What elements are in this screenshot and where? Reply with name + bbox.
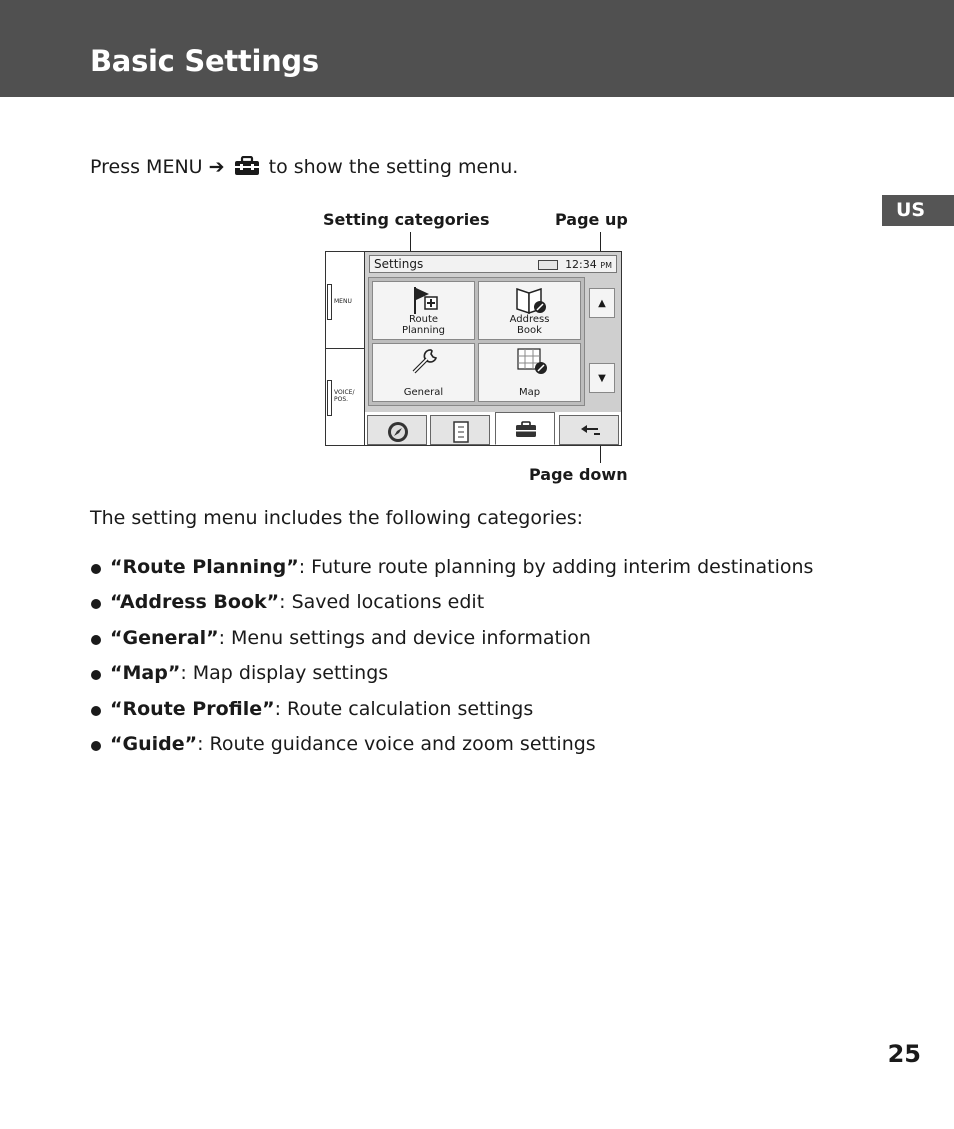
list-item (90, 556, 813, 591)
bullet-icon (91, 635, 101, 645)
lead-paragraph: The setting menu includes the following categories: (90, 507, 584, 529)
callout-page-down: Page down (529, 465, 628, 484)
menu-button-label: MENU (334, 298, 352, 305)
page-number: 25 (887, 1040, 921, 1068)
list-item (90, 591, 813, 626)
tile-label-line2: Planning (401, 325, 446, 336)
clock-time: 12:34 (565, 258, 597, 271)
item-term: “Address Book” (110, 591, 280, 614)
item-term: “Route Planning” (110, 556, 299, 578)
callout-setting-categories: Setting categories (323, 210, 490, 229)
item-description: : Route calculation settings (274, 697, 534, 720)
callout-page-up: Page up (555, 210, 628, 229)
item-description: : Menu settings and device information (218, 626, 591, 649)
page-down-button[interactable] (589, 363, 615, 393)
flag-icon (409, 285, 439, 315)
tab-navigation[interactable] (367, 415, 427, 445)
category-grid (368, 277, 585, 406)
item-term: “Route Profile” (110, 697, 275, 720)
page-up-button[interactable] (589, 288, 615, 318)
down-triangle-icon: ▼ (598, 373, 606, 384)
bullet-icon (91, 706, 101, 716)
voice-pos-line1: VOICE/ (334, 389, 355, 396)
tab-back[interactable] (559, 415, 619, 445)
tab-list[interactable] (430, 415, 490, 445)
menu-hardware-button (327, 284, 332, 320)
compass-icon (386, 420, 410, 444)
tile-map[interactable] (478, 343, 581, 402)
item-description: : Route guidance voice and zoom settings (197, 732, 596, 755)
tile-route-planning[interactable] (372, 281, 475, 340)
tile-address-book[interactable] (478, 281, 581, 340)
bullet-icon (91, 599, 101, 609)
category-list (90, 556, 813, 768)
screen-title-bar (369, 255, 617, 273)
tile-label-line1: General (403, 387, 444, 398)
screen-title: Settings (374, 257, 424, 271)
header-bar (0, 0, 954, 97)
intro-text-before: Press MENU (90, 156, 203, 178)
bottom-tab-bar (365, 412, 621, 445)
tile-general[interactable] (372, 343, 475, 402)
tile-label (373, 387, 474, 398)
toolbox-icon (234, 156, 260, 181)
tile-label-line1: Address (509, 314, 550, 325)
item-term: “Map” (110, 662, 181, 685)
tile-label (479, 314, 580, 336)
clock-ampm: PM (600, 261, 612, 270)
toolbox-icon (514, 417, 538, 441)
device-screen-figure (325, 251, 622, 446)
item-term: “General” (110, 626, 219, 649)
book-icon (515, 285, 549, 315)
up-triangle-icon: ▲ (598, 298, 606, 309)
tab-settings[interactable] (495, 412, 555, 445)
voice-pos-line2: POS. (334, 396, 349, 403)
bullet-icon (91, 670, 101, 680)
page-title: Basic Settings (90, 44, 319, 78)
tile-label (479, 387, 580, 398)
list-item (90, 698, 813, 733)
intro-line (90, 156, 518, 181)
wrench-icon (409, 347, 439, 377)
item-description: : Map display settings (180, 662, 389, 685)
arrow-icon: ➔ (208, 156, 225, 178)
voice-pos-label (334, 389, 355, 403)
intro-text-after: to show the setting menu. (268, 156, 519, 178)
item-description: : Future route planning by adding interim destinations (298, 556, 814, 578)
bullet-icon (91, 741, 101, 751)
battery-icon (538, 260, 558, 270)
list-item (90, 627, 813, 662)
item-description: : Saved locations edit (279, 591, 485, 614)
list-icon (449, 420, 473, 444)
tile-label (373, 314, 474, 336)
tile-label-line2: Book (517, 325, 542, 336)
back-icon (578, 420, 604, 444)
device-side-panel (326, 252, 365, 445)
bullet-icon (91, 564, 101, 574)
clock (565, 258, 612, 271)
list-item (90, 733, 813, 768)
tile-label-line1: Map (518, 387, 541, 398)
side-divider (326, 348, 364, 349)
item-term: “Guide” (110, 732, 198, 755)
map-grid-icon (515, 347, 549, 377)
tile-label-line1: Route (408, 314, 439, 325)
voice-pos-hardware-button (327, 380, 332, 416)
list-item (90, 662, 813, 697)
language-tab: US (882, 195, 954, 226)
settings-screen (365, 252, 621, 445)
